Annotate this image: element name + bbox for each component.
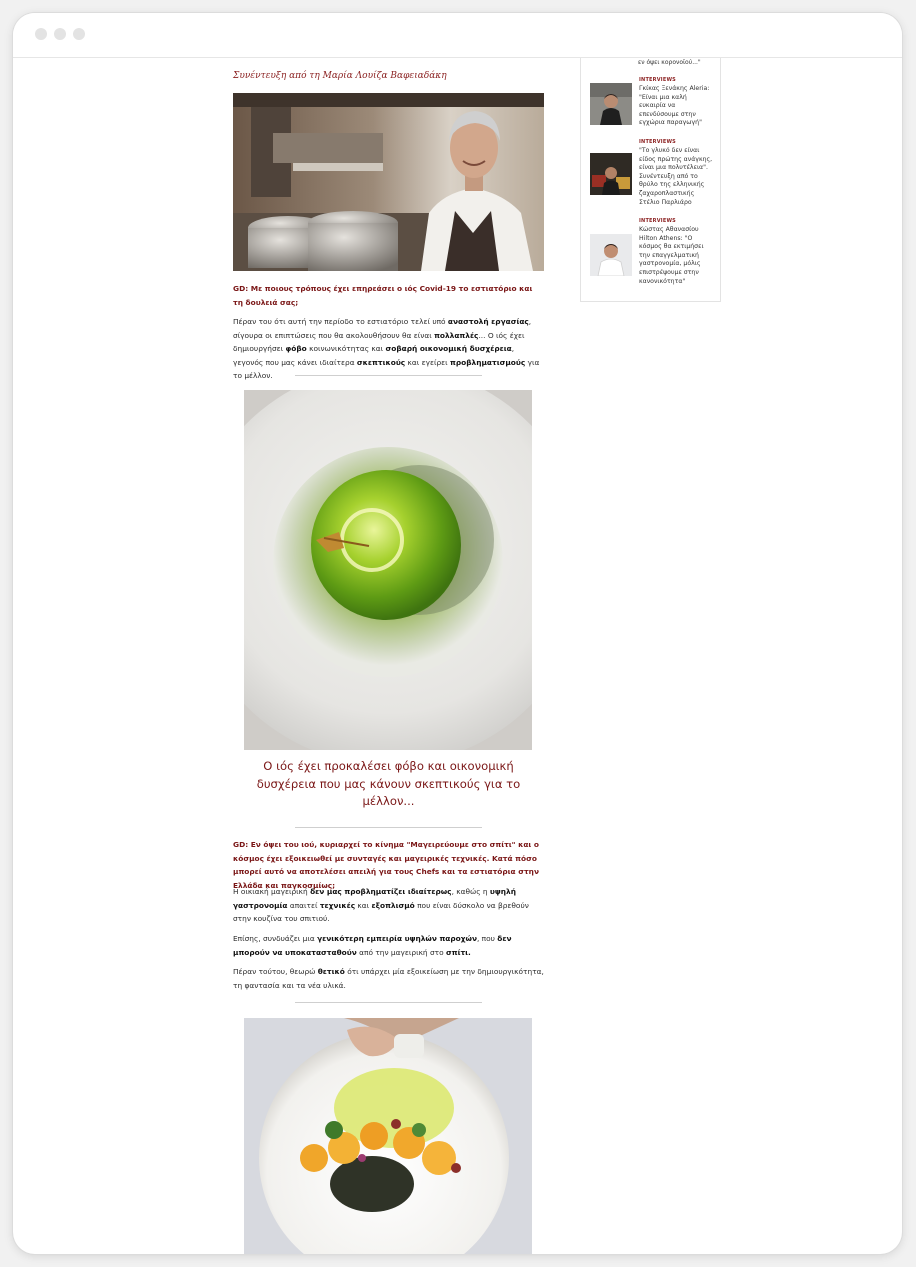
section-divider	[295, 375, 482, 376]
answer-text: για το μέλλον.	[233, 357, 540, 380]
sidebar-previous-title-tail[interactable]: εν όψει κορονοϊού..."	[638, 59, 701, 66]
pull-quote: Ο ιός έχει προκαλέσει φόβο και οικονομική δυσχέρεια που μας κάνουν σκεπτικούς για το μέλλον...	[256, 759, 521, 808]
answer-text: απαιτεί	[287, 900, 320, 910]
sidebar-thumbnail[interactable]	[590, 83, 632, 125]
sidebar-item-title[interactable]: Κώστας Αθανασίου Hilton Athens: "Ο κόσμος θα εκτιμήσει την επαγγελματική γαστρονομία, μόλις επιστρέψουμε στην κανονικότητα"	[639, 226, 704, 285]
emphasized-text: σοβαρή οικονομική δυσχέρεια	[385, 344, 512, 353]
interview-question-2: GD: Εν όψει του ιού, κυριαρχεί το κίνημα "Μαγειρεύουμε στο σπίτι" και ο κόσμος έχει εξοικειωθεί με συνταγές και μαγειρικές τεχνικές. Κατά πόσο μπορεί αυτό να αποτελέσει απειλή για τους Chefs και τα εστιατόρια στην Ελλάδα και παγκοσμίως;	[233, 840, 539, 890]
answer-text: ... Ο ιός έχει δημιουργήσει	[233, 330, 525, 353]
emphasized-text: υψηλή γαστρονομία	[233, 887, 516, 910]
answer-text: , σίγουρα οι επιπτώσεις που θα ακολουθήσουν θα είναι	[233, 317, 532, 340]
emphasized-text: σπίτι.	[445, 947, 471, 957]
answer-text: που είναι δύσκολο να βρεθούν στην κουζίνα του σπιτιού.	[233, 900, 529, 923]
emphasized-text: δεν μπορούν να υποκατασταθούν	[233, 934, 512, 957]
emphasized-text: γενικότερη εμπειρία υψηλών παροχών	[317, 934, 477, 943]
interview-answer-1	[233, 315, 544, 383]
emphasized-text: φόβο	[285, 344, 307, 353]
interview-answer-3	[233, 932, 544, 959]
section-divider	[295, 1002, 482, 1003]
sidebar-item-category[interactable]: INTERVIEWS	[639, 139, 676, 145]
answer-text: , καθώς η	[451, 887, 490, 896]
answer-text: Πέραν του ότι αυτή την περίοδο το εστιατόριο τελεί υπό	[233, 317, 448, 326]
emphasized-text: θετικό	[317, 967, 345, 976]
page-viewport	[13, 58, 902, 1254]
sidebar-thumbnail[interactable]	[590, 153, 632, 195]
emphasized-text: τεχνικές	[319, 900, 356, 910]
sidebar-item-title[interactable]: "Το γλυκό δεν είναι είδος πρώτης ανάγκης, είναι μια πολυτέλεια". Συνέντευξη από το θρύλο της ελληνικής ζαχαροπλαστικής Στέλιο Παρλιάρο	[639, 147, 713, 206]
minimize-window-dot-icon[interactable]	[54, 28, 66, 40]
interview-question-1: GD: Με ποιους τρόπους έχει επηρεάσει ο ιός Covid-19 το εστιατόριο και τη δουλειά σας;	[233, 284, 533, 307]
article-byline: Συνέντευξη από τη Μαρία Λουίζα Βαφειαδάκη	[233, 71, 447, 81]
close-window-dot-icon[interactable]	[35, 28, 47, 40]
browser-window	[13, 13, 902, 1254]
emphasized-text: προβληματισμούς	[450, 357, 526, 367]
interview-answer-2	[233, 885, 544, 926]
answer-text: Η οικιακή μαγειρική	[233, 887, 311, 896]
chef-portrait-photo	[233, 93, 544, 271]
answer-text: ότι υπάρχει μία εξοικείωση με την δημιουργικότητα, τη φαντασία και τα νέα υλικά.	[233, 967, 544, 990]
answer-text: Πέραν τούτου, θεωρώ	[233, 967, 318, 976]
answer-text: Επίσης, συνδυάζει μια	[233, 934, 318, 943]
sidebar-item-title[interactable]: Γκίκας Ξενάκης Aleria: "Είναι μια καλή ευκαιρία να επενδύσουμε στην εγχώρια παραγωγή"	[639, 85, 710, 127]
answer-text: , γεγονός που μας κάνει ιδιαίτερα	[233, 344, 515, 367]
sidebar-thumbnail[interactable]	[590, 234, 632, 276]
plated-dish-photo	[244, 1018, 532, 1254]
answer-text: από την μαγειρική στο	[356, 947, 446, 957]
emphasized-text: εξοπλισμό	[371, 900, 415, 910]
emphasized-text: δεν μας προβληματίζει ιδιαίτερως	[310, 887, 452, 896]
answer-text: κοινωνικότητας και	[306, 344, 386, 353]
answer-text: , που	[476, 934, 498, 943]
window-titlebar	[13, 13, 902, 58]
maximize-window-dot-icon[interactable]	[73, 28, 85, 40]
green-dish-photo	[244, 390, 532, 750]
related-interviews-sidebar	[580, 58, 721, 302]
emphasized-text: πολλαπλές	[434, 330, 479, 340]
sidebar-item-category[interactable]: INTERVIEWS	[639, 218, 676, 224]
interview-answer-4	[233, 965, 544, 992]
answer-text: και	[355, 900, 372, 910]
section-divider	[295, 827, 482, 828]
emphasized-text: αναστολή εργασίας	[447, 317, 529, 326]
answer-text: και εγείρει	[405, 357, 451, 367]
emphasized-text: σκεπτικούς	[356, 357, 406, 367]
sidebar-item-category[interactable]: INTERVIEWS	[639, 77, 676, 83]
